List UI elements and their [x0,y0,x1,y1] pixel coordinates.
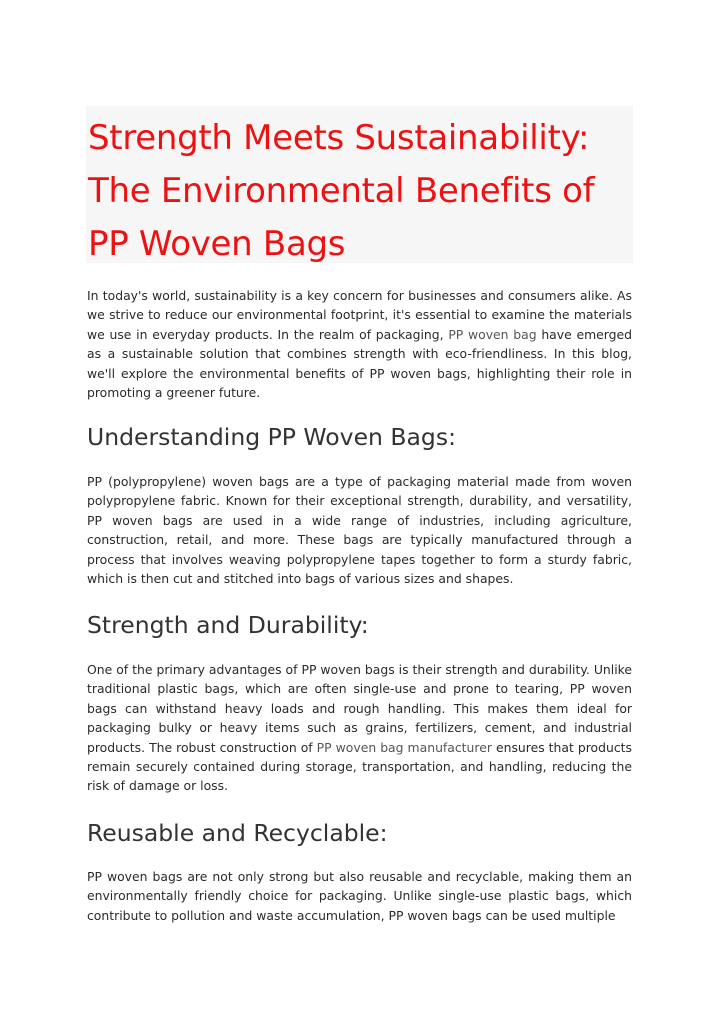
intro-paragraph [87,286,632,402]
strength-text-after-link: ensures that products remain securely contained during storage, transportation, and handling, reducing the risk of damage or loss. [87,739,632,794]
section-heading-reusable: Reusable and Recyclable: [87,819,388,847]
section-heading-understanding: Understanding PP Woven Bags: [87,423,456,451]
intro-text-before-link: In today's world, sustainability is a key concern for businesses and consumers alike. As we strive to reduce our environmental footprint, it's essential to examine the materials we use in everyday products. In the realm of packaging, [87,288,632,342]
pp-woven-bag-manufacturer-link[interactable]: PP woven bag manufacturer [316,739,492,755]
strength-text-before-link: One of the primary advantages of PP woven bags is their strength and durability. Unlike traditional plastic bags, which are often single-use and prone to tearing, PP woven bags can withstand heavy loads and rough handling. This makes them ideal for packaging bulky or heavy items such as grains, fertilizers, cement, and industrial products. The robust construction of [87,662,632,755]
section-heading-strength: Strength and Durability: [87,611,369,639]
section-body-strength [87,660,632,796]
pp-woven-bag-link[interactable]: PP woven bag [448,326,537,342]
section-body-understanding: PP (polypropylene) woven bags are a type of packaging material made from woven polypropylene fabric. Known for their exceptional strength, durability, and versatility, PP woven bags are used in a wide range of industries, including agriculture, construction, retail, and more. These bags are typically manufactured through a process that involves weaving polypropylene tapes together to form a sturdy fabric, which is then cut and stitched into bags of various sizes and shapes. [87,474,632,587]
title-block [86,106,633,263]
intro-text-after-link: have emerged as a sustainable solution that combines strength with eco-friendliness. In this blog, we'll explore the environmental benefits of PP woven bags, highlighting their role in promoting a greener future. [87,326,632,401]
page-title: Strength Meets Sustainability: The Environmental Benefits of PP Woven Bags [88,118,595,264]
section-body-reusable: PP woven bags are not only strong but also reusable and recyclable, making them an environmentally friendly choice for packaging. Unlike single-use plastic bags, which contribute to pollution and waste accumulation, PP woven bags can be used multiple [87,869,632,923]
